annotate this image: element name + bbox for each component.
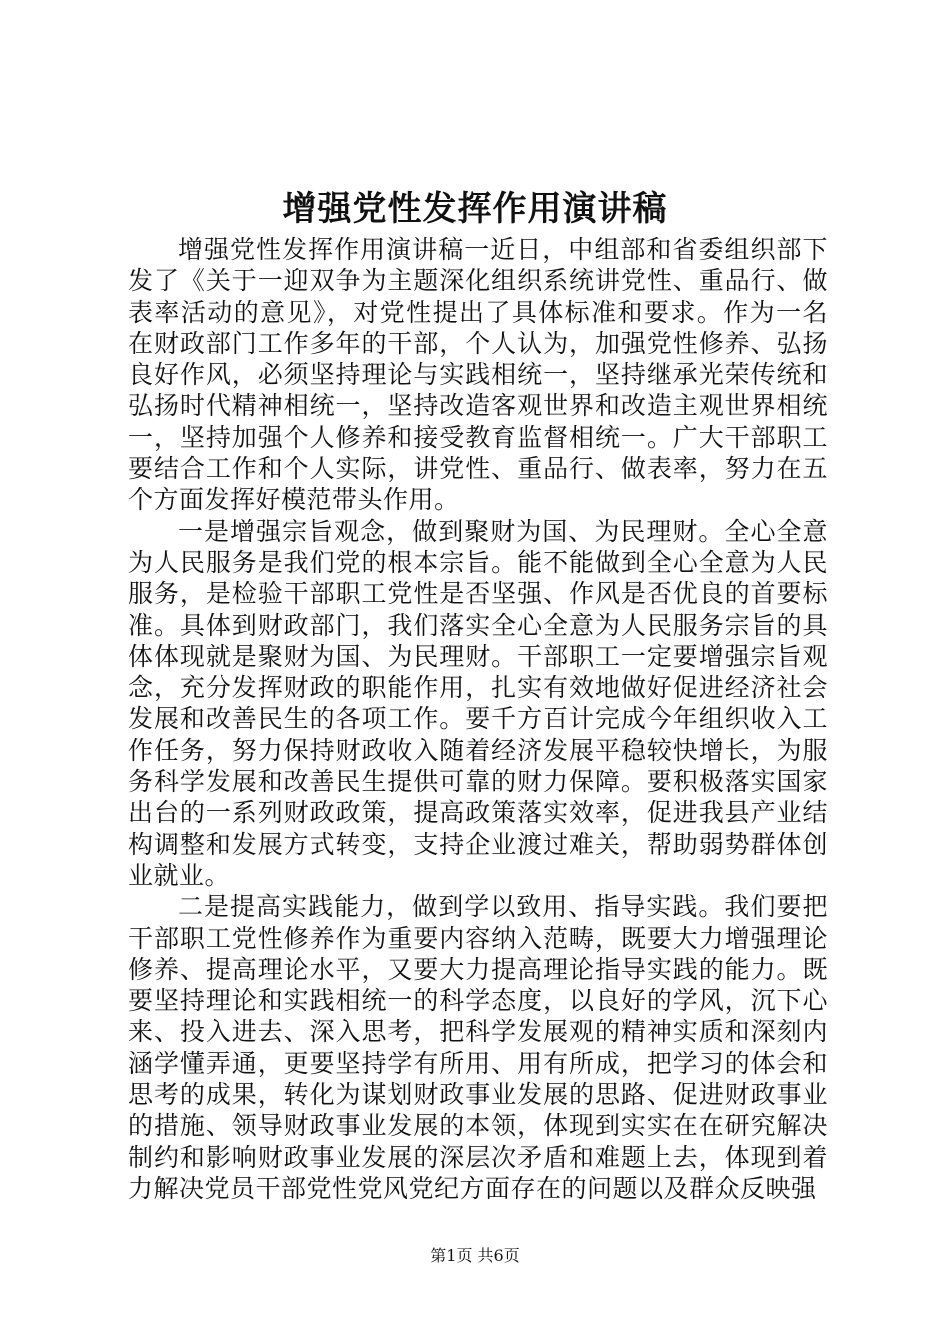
- document-body: [128, 234, 828, 1204]
- paragraph-point-one: 一是增强宗旨观念，做到聚财为国、为民理财。全心全意为人民服务是我们党的根本宗旨。能不能做到全心全意为人民服务，是检验干部职工党性是否坚强、作风是否优良的首要标准。具体到财政部门，我们落实全心全意为人民服务宗旨的具体体现就是聚财为国、为民理财。干部职工一定要增强宗旨观念，充分发挥财政的职能作用，扎实有效地做好促进经济社会发展和改善民生的各项工作。要千方百计完成今年组织收入工作任务，努力保持财政收入随着经济发展平稳较快增长，为服务科学发展和改善民生提供可靠的财力保障。要积极落实国家出台的一系列财政政策，提高政策落实效率，促进我县产业结构调整和发展方式转变，支持企业渡过难关，帮助弱势群体创业就业。: [128, 516, 828, 890]
- paragraph-point-two: 二是提高实践能力，做到学以致用、指导实践。我们要把干部职工党性修养作为重要内容纳入范畴，既要大力增强理论修养、提高理论水平，又要大力提高理论指导实践的能力。既要坚持理论和实践相统一的科学态度，以良好的学风，沉下心来、投入进去、深入思考，把科学发展观的精神实质和深刻内涵学懂弄通，更要坚持学有所用、用有所成，把学习的体会和思考的成果，转化为谋划财政事业发展的思路、促进财政事业的措施、领导财政事业发展的本领，体现到实实在在研究解决制约和影响财政事业发展的深层次矛盾和难题上去，体现到着力解决党员干部党性党风党纪方面存在的问题以及群众反映强: [128, 892, 828, 1203]
- page-footer: 第1页 共6页: [430, 1246, 520, 1265]
- paragraph-intro: 增强党性发挥作用演讲稿一近日，中组部和省委组织部下发了《关于一迎双争为主题深化组织系统讲党性、重品行、做表率活动的意见》，对党性提出了具体标准和要求。作为一名在财政部门工作多年的干部，个人认为，加强党性修养、弘扬良好作风，必须坚持理论与实践相统一，坚持继承光荣传统和弘扬时代精神相统一，坚持改造客观世界和改造主观世界相统一，坚持加强个人修养和接受教育监督相统一。广大干部职工要结合工作和个人实际，讲党性、重品行、做表率，努力在五个方面发挥好模范带头作用。: [128, 235, 828, 515]
- document-title: 增强党性发挥作用演讲稿: [282, 189, 668, 229]
